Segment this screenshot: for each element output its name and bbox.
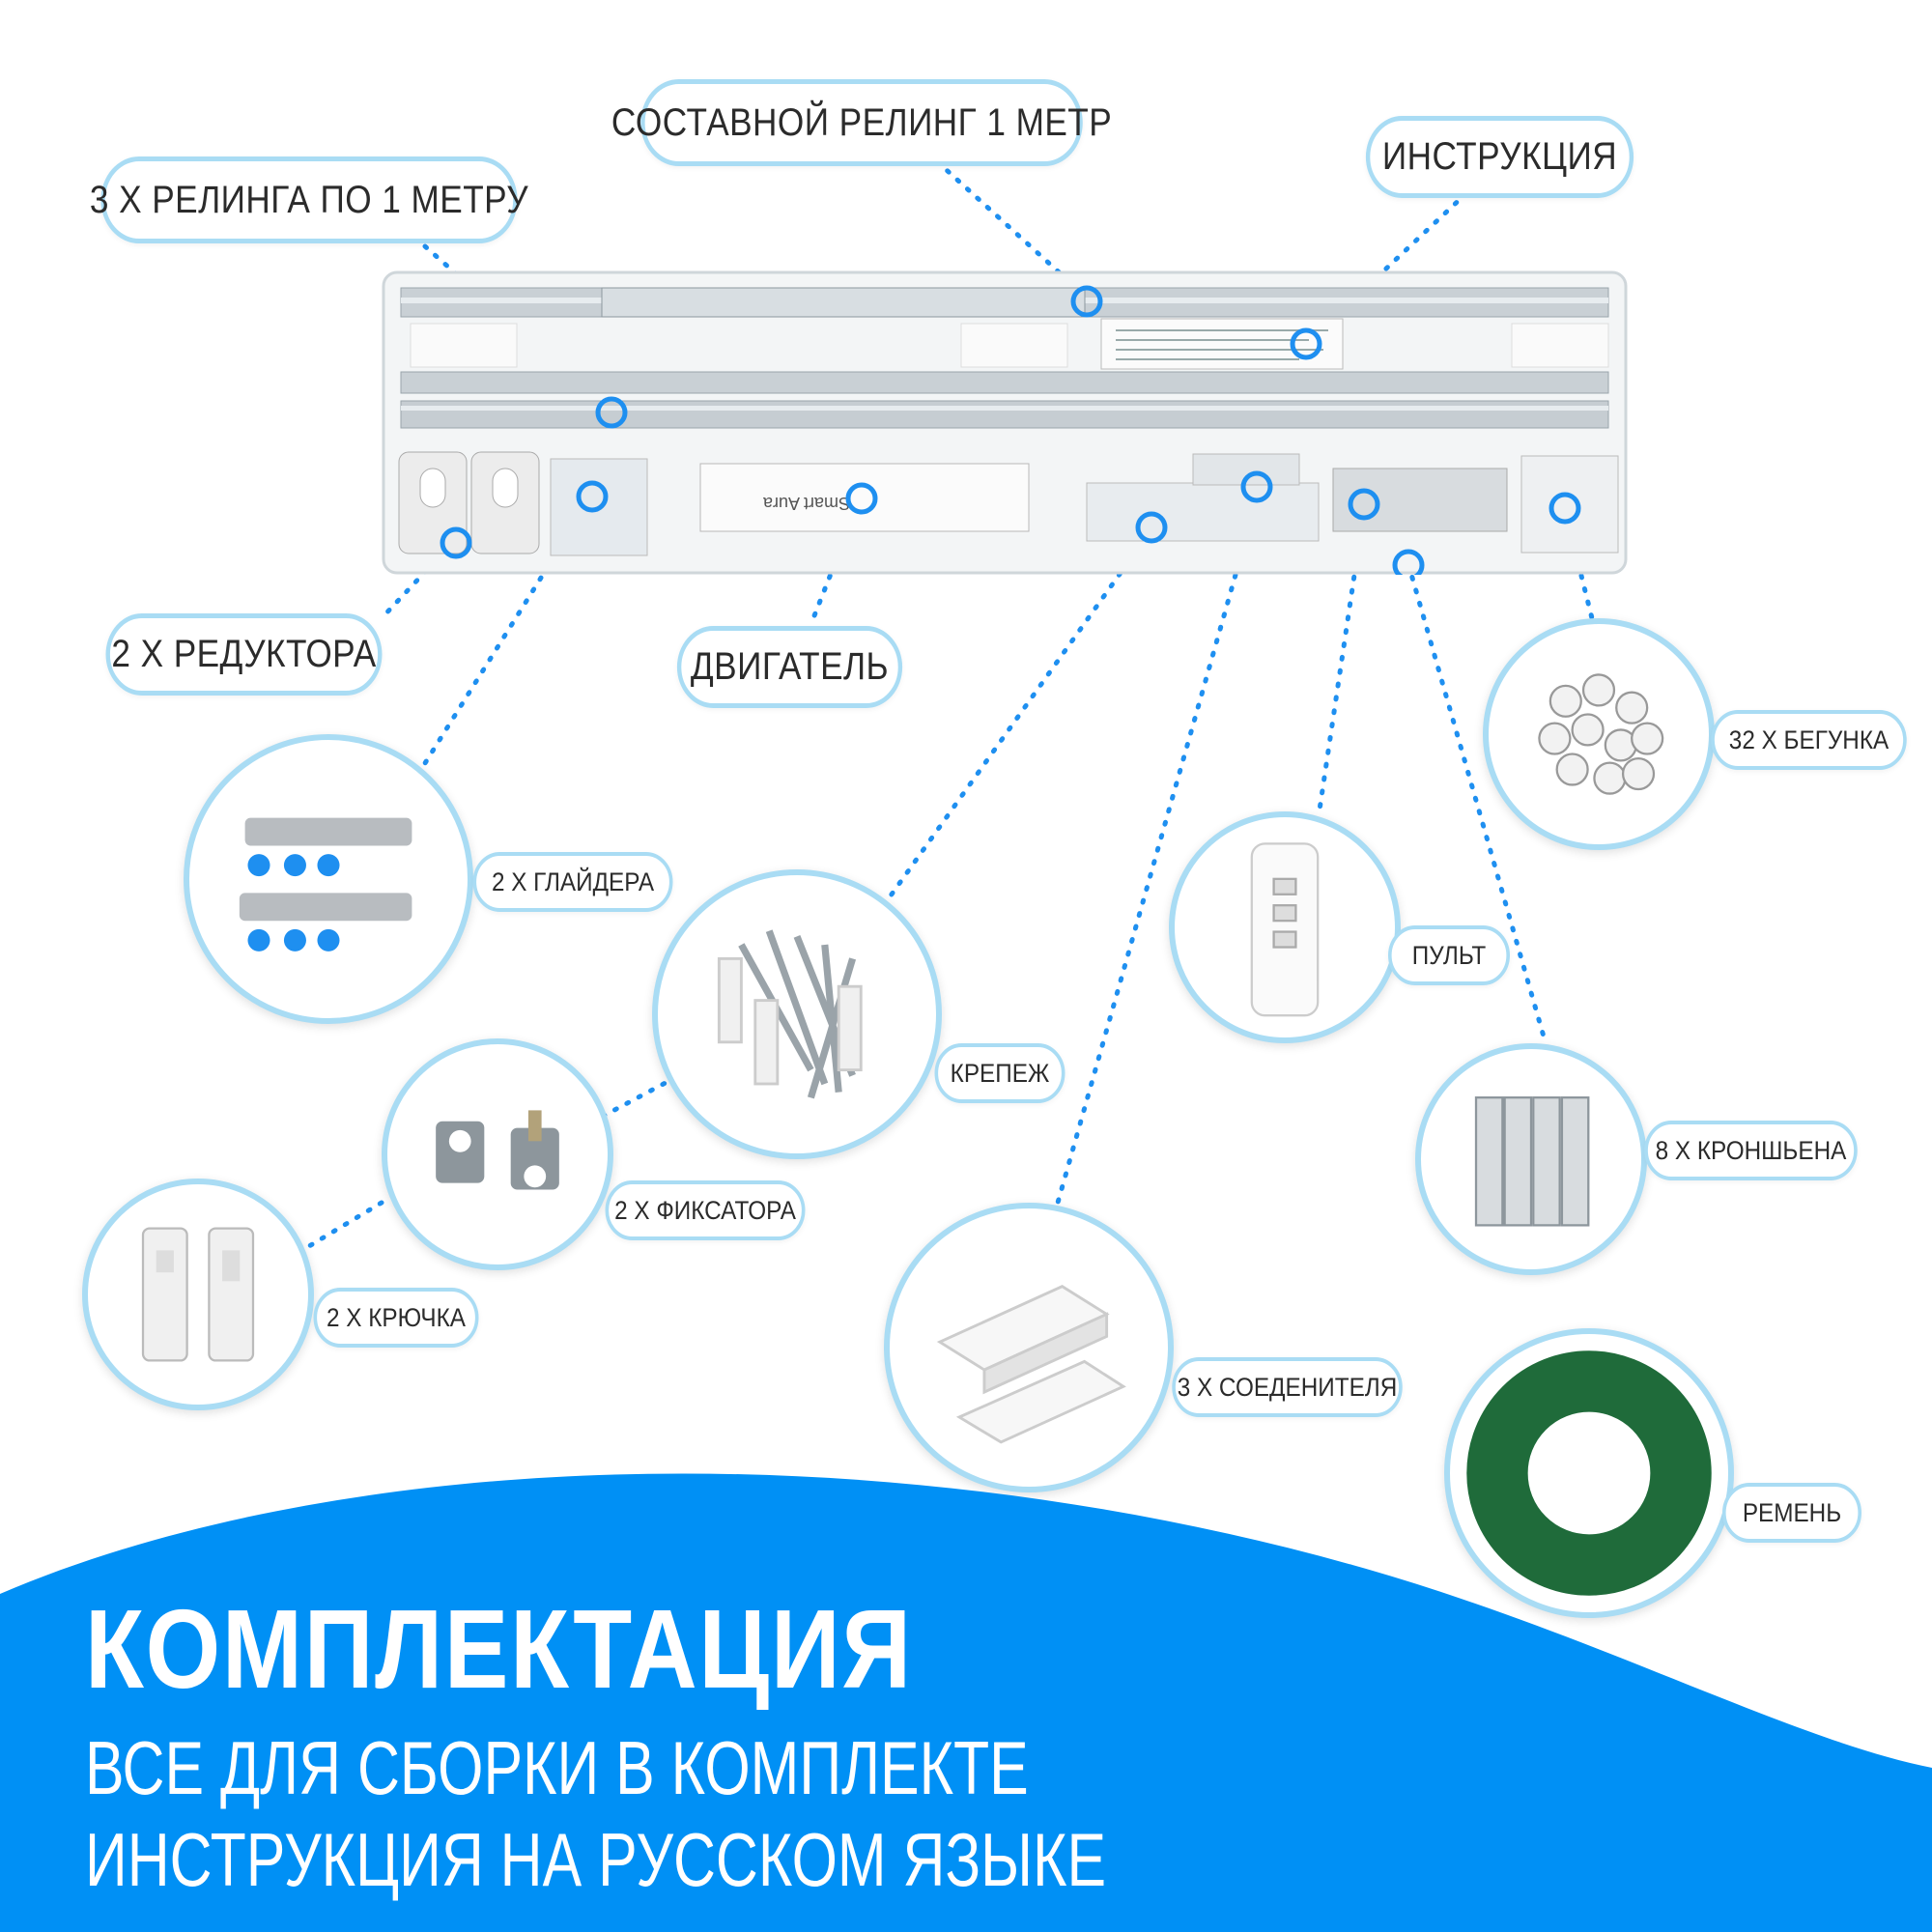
label-motor: ДВИГАТЕЛЬ [677, 626, 902, 708]
label-belt: РЕМЕНЬ [1722, 1483, 1861, 1543]
rail-middle [401, 372, 1608, 393]
label-connectors: 3 X СОЕДЕНИТЕЛЯ [1172, 1357, 1403, 1417]
fasteners-image [652, 869, 942, 1159]
label-fasteners: КРЕПЕЖ [935, 1043, 1065, 1103]
connector-fixators [604, 1077, 676, 1116]
label-runners: 32 X БЕГУНКА [1711, 710, 1907, 770]
label-hooks: 2 X КРЮЧКА [314, 1288, 479, 1348]
brackets-image [1415, 1043, 1647, 1275]
motor-unit [700, 464, 1029, 531]
label-composite-rail: СОСТАВНОЙ РЕЛИНГ 1 МЕТР [640, 79, 1083, 166]
fixators-image [382, 1038, 613, 1270]
remote-image [1169, 811, 1401, 1043]
label-remote: ПУЛЬТ [1388, 925, 1510, 985]
label-fixators: 2 X ФИКСАТОРА [606, 1180, 806, 1240]
footer-title: КОМПЛЕКТАЦИЯ [85, 1586, 913, 1712]
instruction-booklet [1101, 319, 1343, 369]
gliders-image [184, 734, 473, 1024]
connector-hooks [309, 1203, 382, 1246]
label-rails-3x: 3 X РЕЛИНГА ПО 1 МЕТРУ [100, 156, 517, 243]
label-reducers: 2 X РЕДУКТОРА [106, 613, 383, 696]
product-marking: Smart Aura [762, 494, 850, 513]
label-instruction: ИНСТРУКЦИЯ [1366, 116, 1634, 198]
runners-image [1483, 618, 1715, 850]
label-brackets: 8 X КРОНШЬЕНА [1644, 1121, 1858, 1180]
hooks-image [82, 1179, 314, 1410]
label-gliders: 2 X ГЛАЙДЕРА [473, 852, 673, 912]
footer-line-1: ВСЕ ДЛЯ СБОРКИ В КОМПЛЕКТЕ [85, 1725, 1029, 1810]
footer-line-2: ИНСТРУКЦИЯ НА РУССКОМ ЯЗЫКЕ [85, 1817, 1107, 1902]
rail-bottom [401, 401, 1608, 428]
connector-fasteners [889, 529, 1151, 898]
product-tray [382, 270, 1628, 575]
